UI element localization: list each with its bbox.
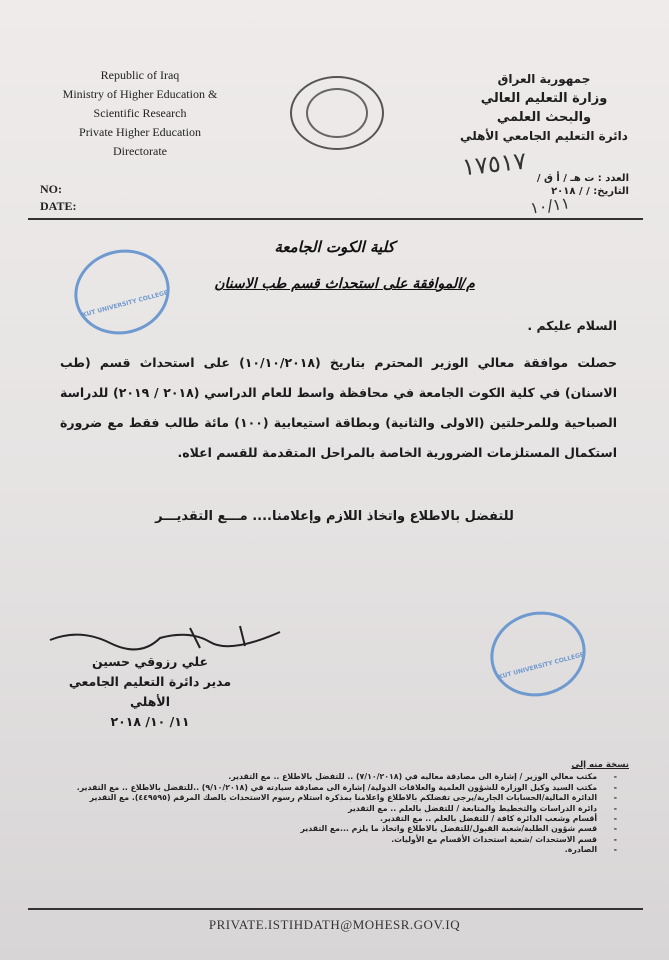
list-item: - الدائرة المالية/الحسابات الجارية/يرجى تفضلكم بالاطلاع واعلامنا بمذكرة استلام رسوم الاستحداث بالصك المرقم (٤٤٩٥٩٥). مع التقدير [69, 793, 617, 803]
header-line: Republic of Iraq [100, 68, 180, 82]
greeting: السلام عليكم . [527, 318, 617, 333]
list-item: - أقسام وشعب الدائرة كافة / للتفضل بالعلم .. مع التقدير. [69, 814, 617, 824]
header-line: Scientific Research [93, 106, 187, 120]
ministry-seal-icon [290, 76, 384, 150]
header-arabic [459, 70, 629, 146]
list-item: - الصادرة. [69, 845, 617, 855]
list-item: - قسم شؤون الطلبة/شعبة القبول/للتفضل بالاطلاع واتخاذ ما يلزم ...مع التقدير [69, 824, 617, 834]
header-line: جمهورية العراق [497, 72, 591, 86]
handwritten-date: ١٠/١١ [528, 193, 571, 218]
recipient: كلية الكوت الجامعة [274, 238, 395, 256]
list-item: - مكتب معالي الوزير / إشارة الى مصادقة معاليه في (٧/١٠/٢٠١٨) .. للتفضل بالاطلاع .. مع التقدير. [69, 772, 617, 782]
footer-email: PRIVATE.ISTIHDATH@MOHESR.GOV.IQ [208, 917, 461, 932]
header-line: دائرة التعليم الجامعي الأهلي [460, 129, 628, 143]
closing: للتفضل بالاطلاع واتخاذ اللازم وإعلامنا.... مـــع التقديـــر [155, 509, 514, 524]
ref-number: العدد : ت هـ / أ ق / [536, 173, 629, 184]
stamp-text: KUT UNIVERSITY COLLEGE [497, 651, 585, 681]
header-line: Ministry of Higher Education & [62, 87, 218, 101]
ref-date: التاريخ: / / ٢٠١٨ [551, 186, 629, 197]
header-english [40, 66, 240, 161]
subject: م/الموافقة على استحداث قسم طب الاسنان [214, 276, 475, 292]
handwritten-number: ١٧٥١٧ [460, 146, 528, 182]
signature-block [60, 652, 240, 732]
signer-title: مدير دائرة التعليم الجامعي الأهلي [68, 674, 232, 709]
header-line: Private Higher Education [79, 125, 201, 139]
header-divider [28, 218, 643, 220]
list-item: - مكتب السيد وكيل الوزارة للشؤون العلمية والعلاقات الدولية/ إشارة الى مصادقة سيادته في (٩/١٠/٢٠١٨) ..للتفضل بالاطلاع .. مع التقدير. [69, 783, 617, 793]
college-stamp-icon [481, 601, 595, 707]
list-item: - قسم الاستحداث /شعبة استحداث الأقسام مع الأوليات. [69, 835, 617, 845]
header-line: وزارة التعليم العالي والبحث العلمي [480, 91, 608, 125]
letter-body: حصلت موافقة معالي الوزير المحترم بتاريخ (١٠/١٠/٢٠١٨) على استحداث قسم (طب الاسنان) في كلية الكوت الجامعة في محافظة واسط للعام الدراسي (٢٠١٨ / ٢٠١٩) للدراسة الصباحية وللمرحلتين (الاولى والثانية) وبطاقة استيعابية (١٠٠) مائة طالب فقط مع ضرورة استكمال المستلزمات الضرورية الخاصة بالمراحل المتقدمة للقسم اعلاه. [60, 355, 617, 460]
signer-name: علي رزوقي حسين [91, 654, 209, 669]
number-date-labels [40, 181, 76, 215]
signature-date: ١١/ ١٠/ ٢٠١٨ [110, 714, 190, 729]
date-label: DATE: [40, 199, 77, 213]
footer-divider [28, 908, 643, 910]
stamp-text: KUT UNIVERSITY COLLEGE [81, 289, 169, 319]
copies-heading: نسخة منه إلى [571, 760, 629, 770]
header-line: Directorate [113, 144, 167, 158]
copies-list [69, 760, 629, 856]
reference-fields [537, 172, 629, 198]
no-label: NO: [40, 182, 62, 196]
list-item: - دائرة الدراسات والتخطيط والمتابعة / للتفضل بالعلم .. مع التقدير [69, 804, 617, 814]
